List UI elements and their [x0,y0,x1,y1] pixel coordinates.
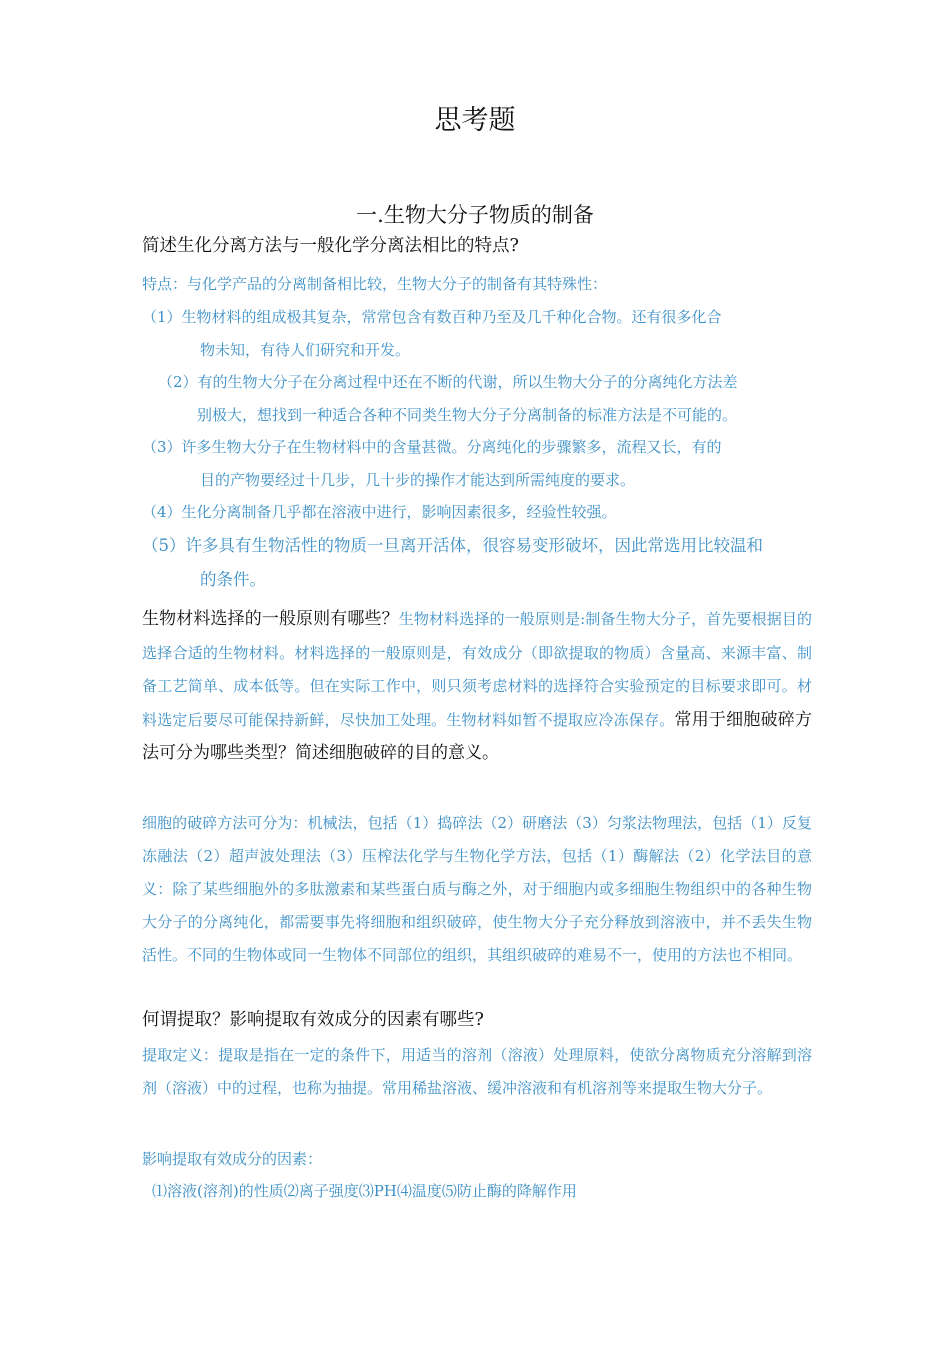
item-1-line-2: 物未知，有待人们研究和开发。 [200,341,411,359]
page-title: 思考题 [434,105,516,136]
question-3: 常用于细胞破碎方法可分为哪些类型？简述细胞破碎的目的意义。 [142,709,812,763]
item-3-line-2: 目的产物要经过十几步，几十步的操作才能达到所需纯度的要求。 [200,471,636,489]
question-4: 何谓提取？影响提取有效成分的因素有哪些? [142,1010,484,1030]
question-2: 生物材料选择的一般原则有哪些？ [142,609,399,629]
answer-1-item-5 [142,529,812,597]
item-3-line-1: （3）许多生物大分子在生物材料中的含量甚微。分离纯化的步骤繁多，流程又长，有的 [142,438,722,456]
answer-1-item-1 [142,301,812,367]
answer-4-factors-heading: 影响提取有效成分的因素： [142,1150,323,1168]
question-1: 简述生化分离方法与一般化学分离法相比的特点? [142,236,519,256]
answer-2: 生物材料选择的一般原则是:制备生物大分子，首先要根据目的选择合适的生物材料。材料选择的一般原则是，有效成分（即欲提取的物质）含量高、来源丰富、制备工艺简单、成本低等。但在实际工作中，则只须考虑材料的选择符合实验预定的目标要求即可。材料选定后要尽可能保持新鲜，尽快加工处理。生物材料如暂不提取应冷冻保存。 [142,610,812,729]
item-5-line-1: （5）许多具有生物活性的物质一旦离开活体，很容易变形破坏，因此常选用比较温和 [142,536,763,555]
answer-3: 细胞的破碎方法可分为：机械法，包括（1）捣碎法（2）研磨法（3）匀浆法物理法，包括（1）反复冻融法（2）超声波处理法（3）压榨法化学与生物化学方法，包括（1）酶解法（2）化学法目的意义：除了某些细胞外的多肽激素和某些蛋白质与酶之外，对于细胞内或多细胞生物组织中的各种生物大分子的分离纯化，都需要事先将细胞和组织破碎，使生物大分子充分释放到溶液中，并不丢失生物活性。不同的生物体或同一生物体不同部位的组织，其组织破碎的难易不一，使用的方法也不相同。 [142,814,812,964]
answer-1-item-3 [142,431,812,497]
answer-1-item-4 [142,496,812,529]
answer-1-intro: 特点：与化学产品的分离制备相比较，生物大分子的制备有其特殊性： [142,275,608,293]
answer-1-item-2 [158,366,828,432]
question-2-block [142,603,812,771]
section-title: 一.生物大分子物质的制备 [356,203,594,227]
item-5-line-2: 的条件。 [200,570,266,589]
answer-4-factors: ⑴溶液(溶剂)的性质⑵离子强度⑶PH⑷温度⑸防止酶的降解作用 [152,1182,577,1200]
item-2-line-2: 别极大，想找到一种适合各种不同类生物大分子分离制备的标准方法是不可能的。 [197,406,738,424]
item-2-line-1: （2）有的生物大分子在分离过程中还在不断的代谢，所以生物大分子的分离纯化方法差 [158,373,738,391]
answer-4-definition: 提取定义：提取是指在一定的条件下，用适当的溶剂（溶液）处理原料，使欲分离物质充分溶解到溶剂（溶液）中的过程，也称为抽提。常用稀盐溶液、缓冲溶液和有机溶剂等来提取生物大分子。 [142,1046,812,1097]
item-1-line-1: （1）生物材料的组成极其复杂，常常包含有数百种乃至及几千种化合物。还有很多化合 [142,308,722,326]
item-4-line-1: （4）生化分离制备几乎都在溶液中进行，影响因素很多，经验性较强。 [142,503,617,521]
